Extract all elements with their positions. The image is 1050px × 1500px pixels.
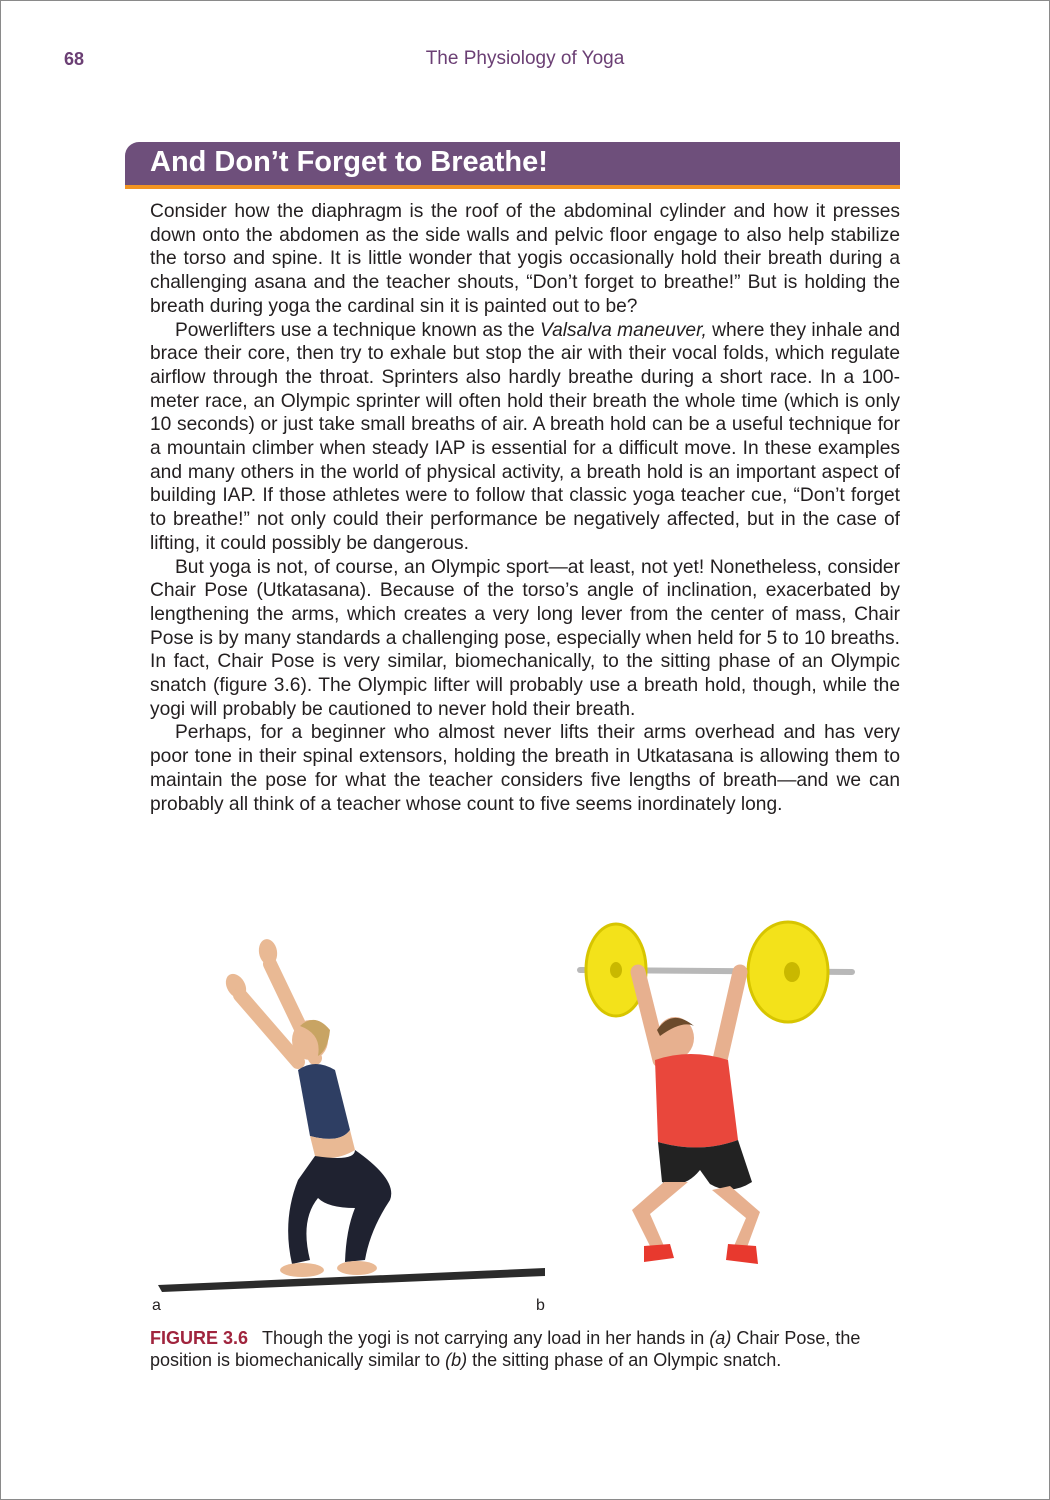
paragraph-text: where they inhale and brace their core, then try to exhale but stop the air with their vocal folds, which regulate airflow through the throat. Sprinters also hardly breathe during a short race. In a 100-meter race, an Olympic sprinter will often hold their breath the whole time (which is only 10 seconds) or just take small breaths of air. A breath hold can be a useful technique for a mountain climber when steady IAP is essential for a difficult move. In these examples and many others in the world of physical activity, a breath hold is an important aspect of building IAP. If those athletes were to follow that classic yoga teacher cue, “Don’t forget to breathe!” not only could their performance be negatively affected, but in the case of lifting, it could possibly be dangerous. bbox=[150, 319, 900, 554]
paragraph-4 bbox=[150, 721, 900, 816]
paragraph-2 bbox=[150, 319, 900, 556]
paragraph-3 bbox=[150, 556, 900, 722]
running-head: The Physiology of Yoga bbox=[425, 48, 625, 69]
caption-text: Chair Pose, the position is biomechanically similar to bbox=[150, 1328, 861, 1370]
paragraph-text: But yoga is not, of course, an Olympic sport—at least, not yet! Nonetheless, consider Chair Pose (Utkatasana). Because of the torso’s angle of inclination, exacerbated by lengthening the arms, which creates a very long lever from the center of mass, Chair Pose is by many standards a challenging pose, especially when held for 5 to 10 breaths. In fact, Chair Pose is very similar, biomechanically, to the sitting phase of an Olympic snatch (figure 3.6). The Olympic lifter will probably use a breath hold, though, while the yogi will probably be cautioned to never hold their breath. bbox=[150, 556, 900, 720]
paragraph-1 bbox=[150, 200, 900, 319]
section-title: And Don’t Forget to Breathe! bbox=[150, 146, 548, 178]
paragraph-text: Perhaps, for a beginner who almost never lifts their arms overhead and has very poor tone in their spinal extensors, holding the breath in Utkatasana is allowing them to maintain the pose for what the teacher considers five lengths of breath—and we can probably all think of a teacher whose count to five seems inordinately long. bbox=[150, 722, 900, 815]
caption-italic: (b) bbox=[445, 1350, 468, 1370]
caption-text: Though the yogi is not carrying any load in her hands in bbox=[262, 1328, 710, 1348]
caption-text: the sitting phase of an Olympic snatch. bbox=[467, 1350, 782, 1370]
section-banner bbox=[125, 142, 900, 189]
olympic-snatch-photo bbox=[560, 920, 870, 1300]
chair-pose-photo bbox=[150, 930, 550, 1300]
body-text bbox=[150, 200, 900, 816]
panel-label-a: a bbox=[152, 1297, 161, 1314]
paragraph-text: Powerlifters use a technique known as the bbox=[175, 319, 540, 341]
panel-label-b: b bbox=[536, 1297, 545, 1314]
italic-term: Valsalva maneuver, bbox=[540, 319, 707, 341]
figure-caption bbox=[150, 1327, 910, 1371]
caption-italic: (a) bbox=[709, 1328, 732, 1348]
figure-label: FIGURE 3.6 bbox=[150, 1328, 249, 1348]
paragraph-text: Consider how the diaphragm is the roof of the abdominal cylinder and how it presses down onto the abdomen as the side walls and pelvic floor engage to also help stabilize the torso and spine. It is little wonder that yogis occasionally hold their breath during a challenging asana and the teacher shouts, “Don’t forget to breathe!” But is holding the breath during yoga the cardinal sin it is painted out to be? bbox=[150, 201, 900, 317]
page-number: 68 bbox=[64, 49, 85, 69]
